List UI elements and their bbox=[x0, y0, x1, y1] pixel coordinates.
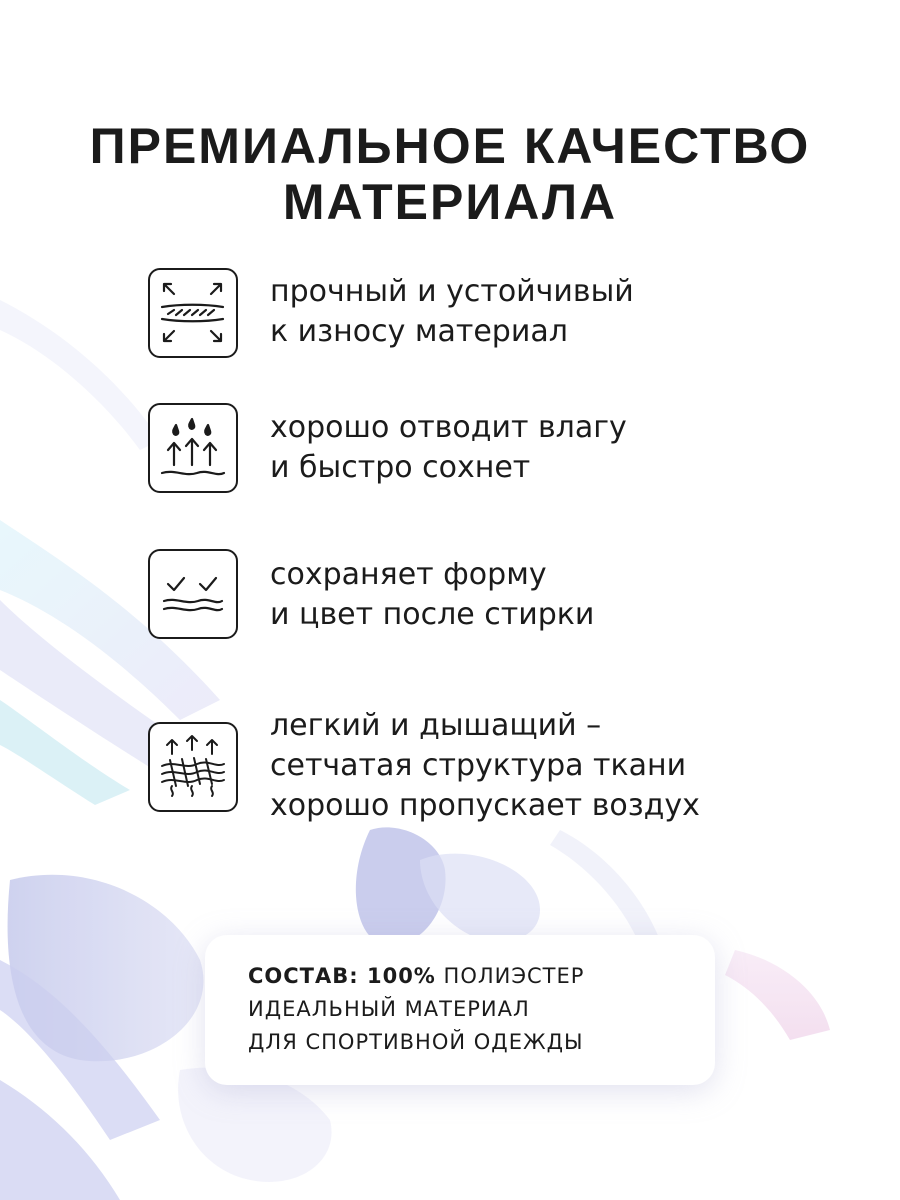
composition-value: ПОЛИЭСТЕР bbox=[435, 964, 585, 988]
feature-moisture-line-1: хорошо отводит влагу bbox=[270, 410, 627, 445]
feature-moisture bbox=[270, 408, 870, 488]
title-line-2: МАТЕРИАЛА bbox=[282, 174, 618, 230]
feature-breathable-line-1: легкий и дышащий – bbox=[270, 708, 602, 743]
composition-line-2: ИДЕАЛЬНЫЙ МАТЕРИАЛ bbox=[248, 997, 530, 1021]
moisture-wicking-icon bbox=[148, 403, 238, 493]
composition-line-3: ДЛЯ СПОРТИВНОЙ ОДЕЖДЫ bbox=[248, 1030, 584, 1054]
feature-durable-line-2: к износу материал bbox=[270, 314, 568, 349]
breathable-mesh-icon bbox=[148, 722, 238, 812]
feature-breathable-line-2: сетчатая структура ткани bbox=[270, 748, 687, 783]
feature-moisture-line-2: и быстро сохнет bbox=[270, 450, 531, 485]
composition-line-1 bbox=[248, 960, 715, 993]
page-title bbox=[0, 118, 900, 230]
feature-durable-line-1: прочный и устойчивый bbox=[270, 274, 634, 309]
wash-checkmark-icon bbox=[148, 549, 238, 639]
title-line-1: ПРЕМИАЛЬНОЕ КАЧЕСТВО bbox=[89, 118, 811, 174]
feature-breathable-line-3: хорошо пропускает воздух bbox=[270, 788, 700, 823]
feature-breathable bbox=[270, 706, 870, 826]
composition-card bbox=[205, 935, 715, 1085]
feature-shape bbox=[270, 555, 870, 635]
composition-label: СОСТАВ: 100% bbox=[248, 964, 436, 988]
feature-durable bbox=[270, 272, 870, 352]
feature-shape-line-1: сохраняет форму bbox=[270, 557, 547, 592]
fabric-stretch-icon bbox=[148, 268, 238, 358]
feature-shape-line-2: и цвет после стирки bbox=[270, 597, 595, 632]
